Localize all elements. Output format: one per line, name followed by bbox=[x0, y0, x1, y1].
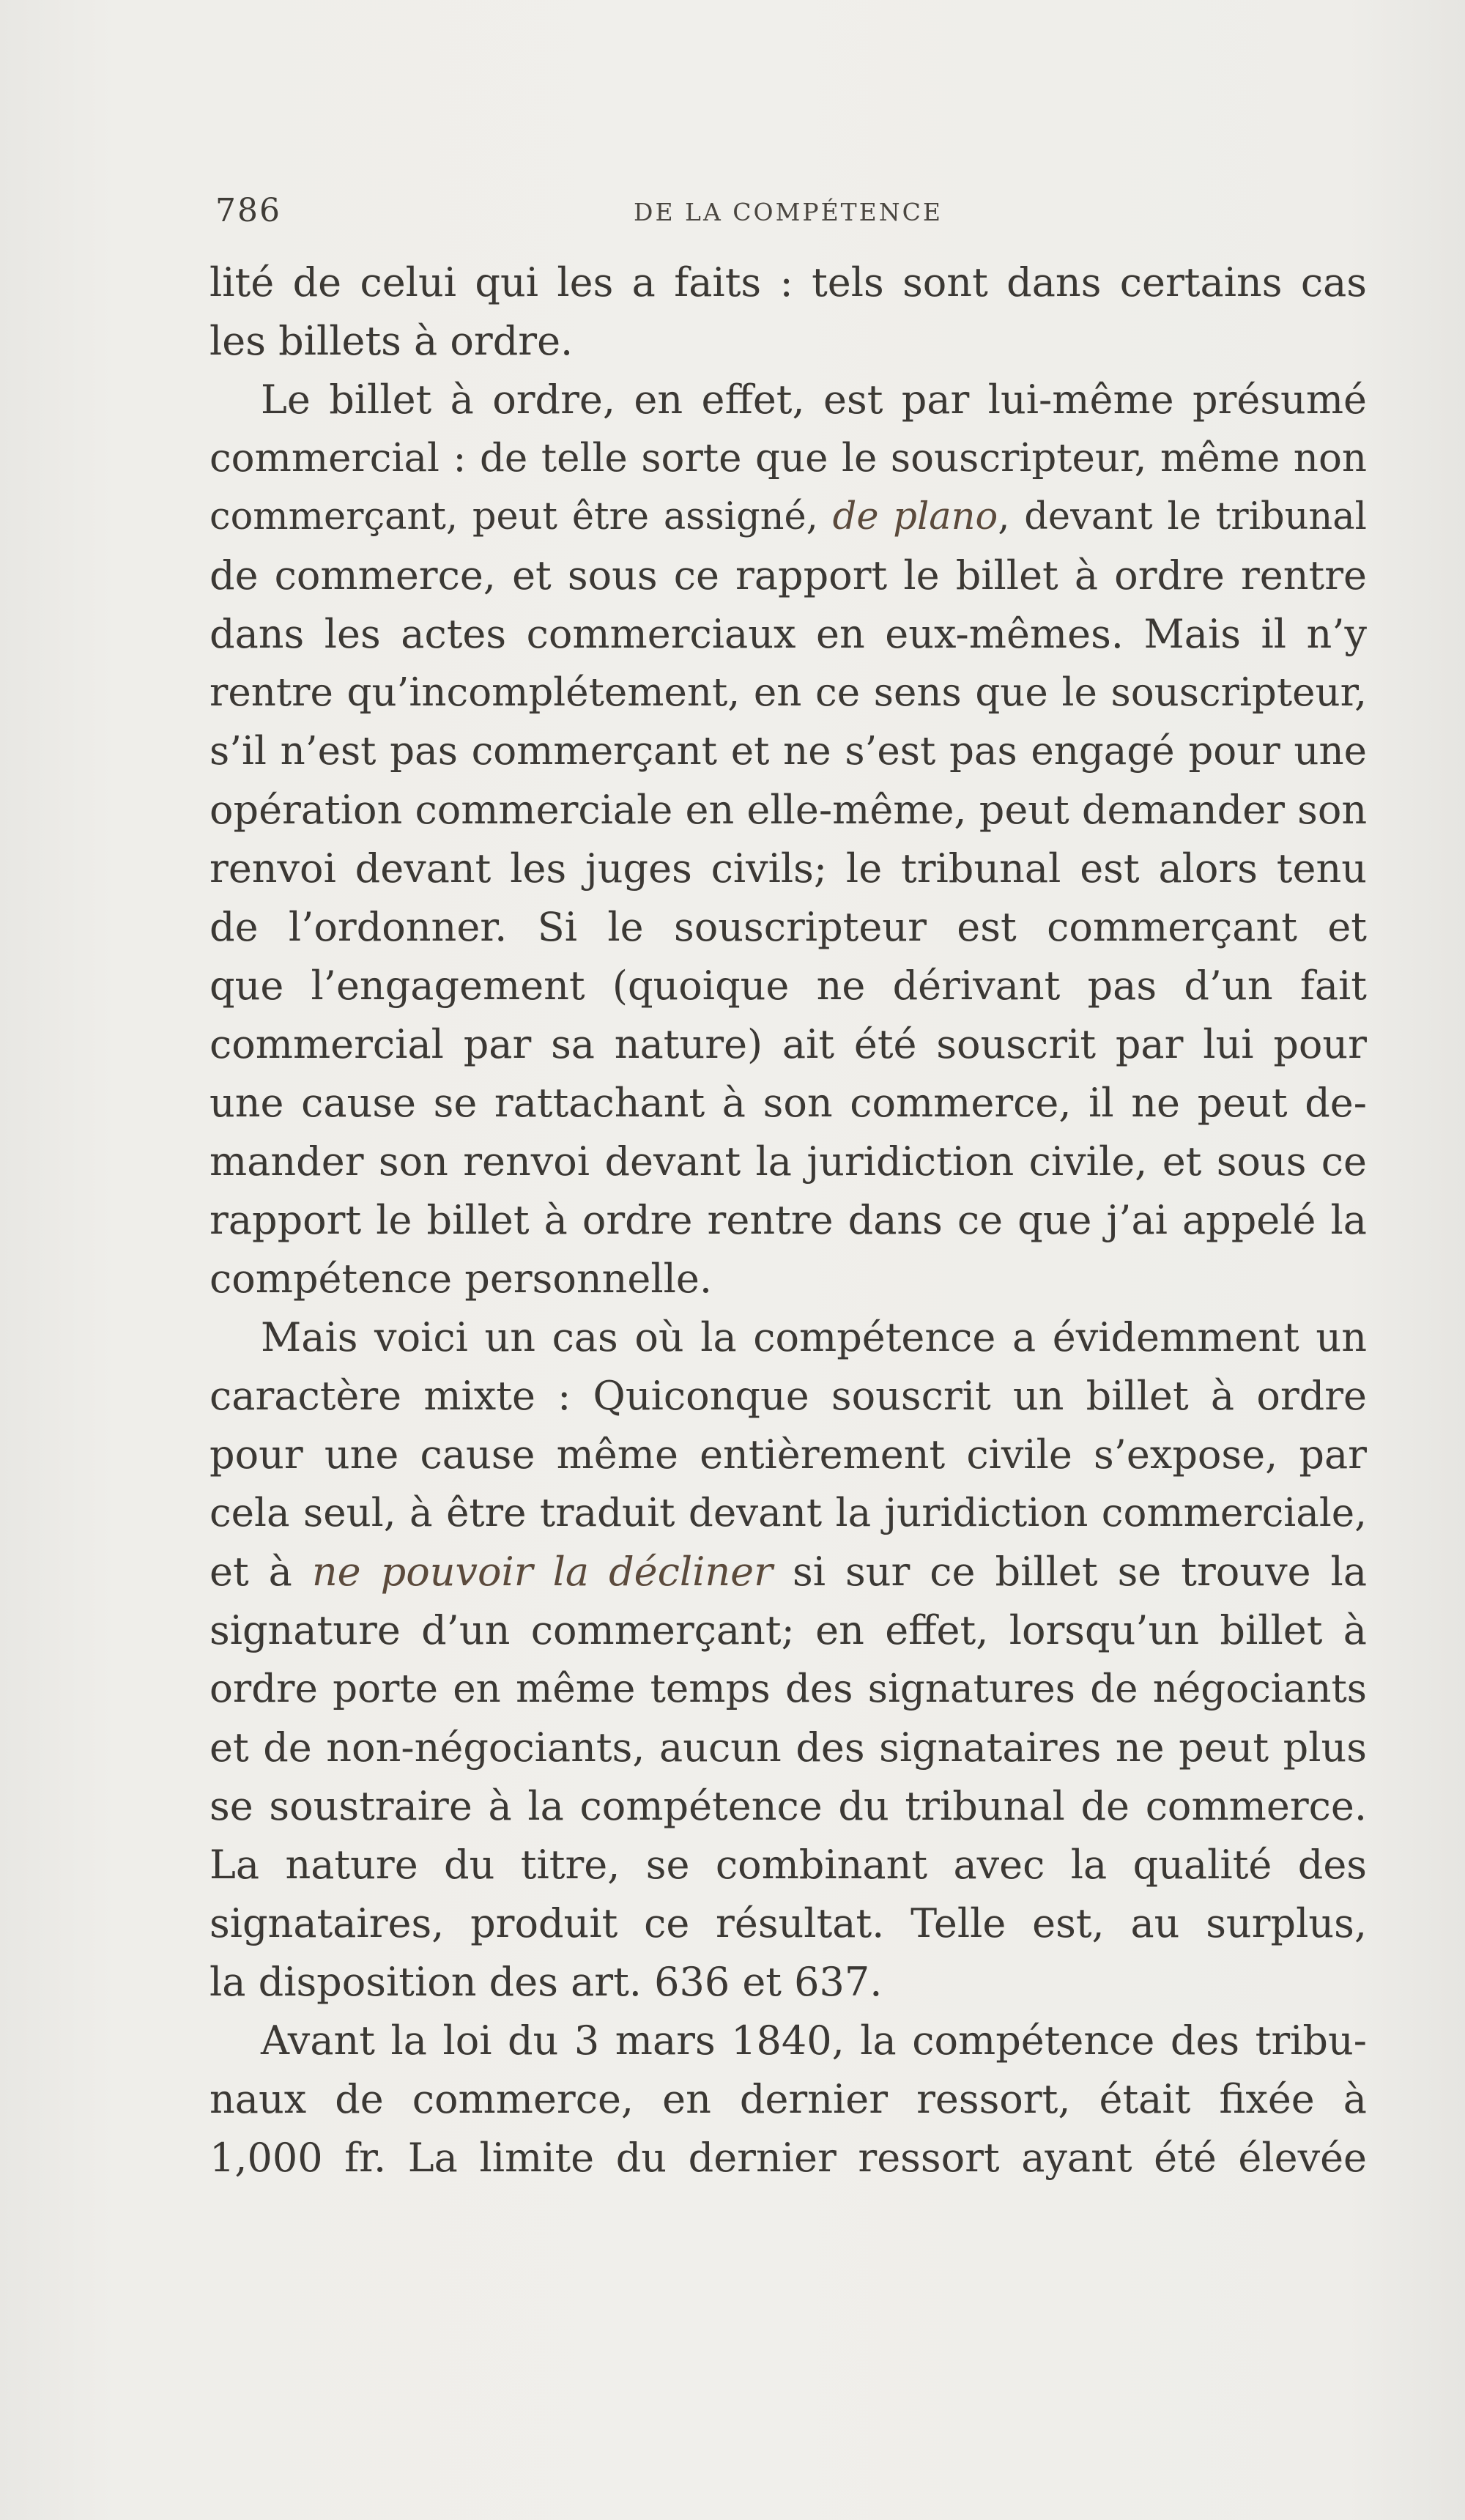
text-line: caractère mixte : Quiconque souscrit un billet à ordre bbox=[209, 1373, 1367, 1419]
text-segment: commerçant, peut être assigné, bbox=[209, 495, 833, 538]
text-line: Mais voici un cas où la compétence a évidemment un bbox=[261, 1314, 1367, 1360]
text-line: pour une cause même entièrement civile s’expose, par bbox=[209, 1431, 1367, 1478]
text-line: opération commerciale en elle-même, peut demander son bbox=[209, 787, 1368, 833]
text-line bbox=[209, 1543, 1367, 1601]
text-line: commercial par sa nature) ait été souscrit par lui pour bbox=[209, 1021, 1367, 1067]
text-line: lité de celui qui les a faits : tels sont dans certains cas bbox=[209, 259, 1367, 305]
running-head: DE LA COMPÉTENCE bbox=[634, 198, 943, 226]
text-line: s’il n’est pas commerçant et ne s’est pas engagé pour une bbox=[209, 729, 1367, 774]
text-line: de l’ordonner. Si le souscripteur est commerçant et bbox=[209, 904, 1367, 950]
text-line: rentre qu’incomplétement, en ce sens que le souscripteur, bbox=[209, 670, 1367, 715]
text-line: de commerce, et sous ce rapport le billet à ordre rentre bbox=[209, 552, 1367, 598]
text-line: la disposition des art. 636 et 637. bbox=[209, 1959, 883, 2005]
text-line: les billets à ordre. bbox=[209, 318, 574, 364]
text-segment: si sur ce billet se trouve la bbox=[772, 1549, 1368, 1595]
text-line bbox=[209, 488, 1367, 546]
text-line: rapport le billet à ordre rentre dans ce que j’ai appelé la bbox=[209, 1197, 1367, 1243]
text-line: commercial : de telle sorte que le souscripteur, même non bbox=[209, 436, 1367, 481]
text-line: signature d’un commerçant; en effet, lorsqu’un billet à bbox=[209, 1607, 1367, 1653]
text-segment: et à bbox=[209, 1549, 312, 1595]
text-line: et de non-négociants, aucun des signataires ne peut plus bbox=[209, 1724, 1367, 1771]
text-line: une cause se rattachant à son commerce, il ne peut de- bbox=[209, 1080, 1367, 1126]
text-line: Le billet à ordre, en effet, est par lui-même présumé bbox=[261, 377, 1367, 423]
text-line: La nature du titre, se combinant avec la qualité des bbox=[209, 1842, 1367, 1888]
text-line: dans les actes commerciaux en eux-mêmes. Mais il n’y bbox=[209, 611, 1367, 657]
text-line: 1,000 fr. La limite du dernier ressort ayant été élevée bbox=[209, 2135, 1367, 2181]
text-line: naux de commerce, en dernier ressort, était fixée à bbox=[209, 2076, 1367, 2122]
italic-phrase: de plano bbox=[832, 495, 998, 538]
text-line: que l’engagement (quoique ne dérivant pas d’un fait bbox=[209, 963, 1367, 1009]
text-line: mander son renvoi devant la juridiction civile, et sous ce bbox=[209, 1138, 1367, 1185]
page-header bbox=[209, 192, 1367, 236]
text-line: renvoi devant les juges civils; le tribunal est alors tenu bbox=[209, 845, 1367, 892]
italic-phrase: ne pouvoir la décliner bbox=[311, 1549, 773, 1595]
body-text bbox=[209, 253, 1367, 2187]
text-line: se soustraire à la compétence du tribunal de commerce. bbox=[209, 1783, 1367, 1829]
text-segment: , devant le tribunal bbox=[998, 495, 1367, 538]
text-line: signataires, produit ce résultat. Telle est, au surplus, bbox=[209, 1900, 1367, 1946]
text-line: Avant la loi du 3 mars 1840, la compétence des tribu- bbox=[261, 2017, 1367, 2064]
text-line: ordre porte en même temps des signatures de négociants bbox=[209, 1667, 1367, 1711]
text-line: cela seul, à être traduit devant la juridiction commerciale, bbox=[209, 1491, 1367, 1535]
text-line: compétence personnelle. bbox=[209, 1256, 713, 1302]
page-number: 786 bbox=[215, 192, 281, 229]
